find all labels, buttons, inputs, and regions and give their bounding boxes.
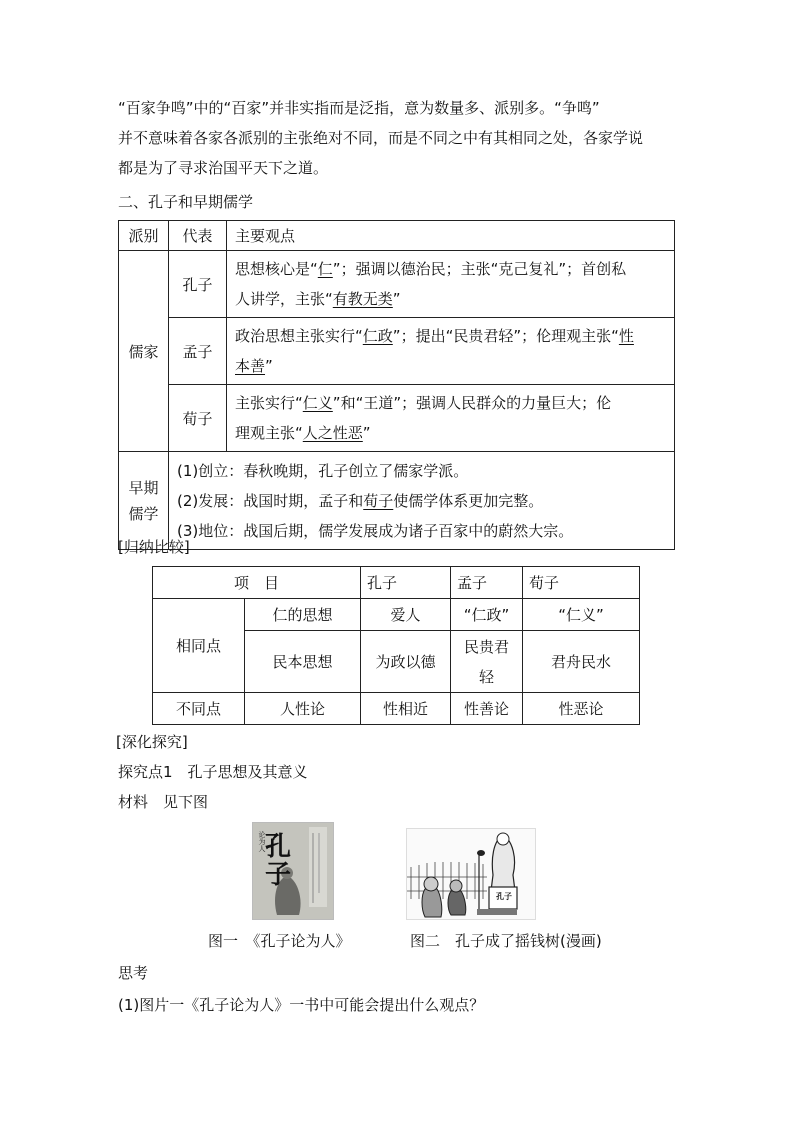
- header-item: 项 目: [153, 567, 361, 599]
- header-school: 派别: [119, 221, 169, 251]
- header-viewpoint: 主要观点: [227, 221, 675, 251]
- underline-benshan: 本善: [235, 357, 266, 375]
- summary-label: [归纳比较]: [118, 538, 190, 556]
- early-item-3: (3)地位：战国后期，儒学发展成为诸子百家中的蔚然大宗。: [177, 521, 574, 540]
- early-label: 早期 儒学: [119, 452, 169, 550]
- cartoon-sign: 孔子: [496, 892, 512, 901]
- intro-line-1: “百家争鸣”中的“百家”并非实指而是泛指，意为数量多、派别多。“争鸣”: [118, 99, 600, 117]
- underline-youjiao: 有教无类: [332, 290, 393, 308]
- header-representative: 代表: [169, 221, 227, 251]
- intro-line-2: 并不意味着各家各派别的主张绝对不同，而是不同之中有其相同之处，各家学说: [118, 129, 644, 147]
- think-label: 思考: [118, 964, 149, 982]
- rep-xunzi: 荀子: [169, 385, 227, 452]
- renxing-label: 人性论: [245, 693, 361, 725]
- figure-book-cover: [252, 822, 334, 920]
- underline-xinge: 人之性恶: [302, 424, 363, 442]
- minben-xunzi: 君舟民水: [523, 631, 640, 693]
- rep-mengzi: 孟子: [169, 318, 227, 385]
- section-heading: 二、孔子和早期儒学: [118, 193, 254, 211]
- mengzi-viewpoint: 政治思想主张实行“仁政”；提出“民贵君轻”；伦理观主张“性 本善”: [227, 318, 675, 385]
- renxing-xunzi: 性恶论: [523, 693, 640, 725]
- ren-mengzi: “仁政”: [451, 599, 523, 631]
- underline-renzheng: 仁政: [362, 327, 393, 345]
- kongzi-viewpoint: 思想核心是“仁”；强调以德治民；主张“克己复礼”；首创私 人讲学，主张“有教无类”: [227, 251, 675, 318]
- header-kongzi: 孔子: [361, 567, 451, 599]
- underline-renyi: 仁义: [302, 394, 333, 412]
- renxing-mengzi: 性善论: [451, 693, 523, 725]
- same-label: 相同点: [153, 599, 245, 693]
- underline-ren: 仁: [317, 260, 333, 278]
- cartoon-illustration: [407, 829, 535, 919]
- xunzi-viewpoint: 主张实行“仁义”和“王道”；强调人民群众的力量巨大；伦 理观主张“人之性恶”: [227, 385, 675, 452]
- early-item-1: (1)创立：春秋晚期，孔子创立了儒家学派。: [177, 461, 469, 480]
- early-item-2: (2)发展：战国时期，孟子和荀子使儒学体系更加完整。: [177, 491, 544, 510]
- early-confucianism: [169, 452, 675, 550]
- school-rujia: 儒家: [119, 251, 169, 452]
- caption-figure-1: 图一 《孔子论为人》: [208, 932, 351, 950]
- header-mengzi: 孟子: [451, 567, 523, 599]
- renxing-kongzi: 性相近: [361, 693, 451, 725]
- header-xunzi: 荀子: [523, 567, 640, 599]
- diff-label: 不同点: [153, 693, 245, 725]
- question-1: (1)图片一《孔子论为人》一书中可能会提出什么观点？: [118, 996, 485, 1014]
- material-label: 材料 见下图: [118, 793, 209, 811]
- book-side-title: 论为人: [258, 831, 266, 852]
- ren-kongzi: 爱人: [361, 599, 451, 631]
- confucianism-table: [118, 220, 675, 550]
- rep-kongzi: 孔子: [169, 251, 227, 318]
- explore-point: 探究点1 孔子思想及其意义: [118, 763, 308, 781]
- intro-line-3: 都是为了寻求治国平天下之道。: [118, 159, 329, 177]
- minben-mengzi: 民贵君 轻: [451, 631, 523, 693]
- figure-cartoon: [406, 828, 536, 920]
- comparison-table: [152, 566, 640, 725]
- ren-label: 仁的思想: [245, 599, 361, 631]
- ren-xunzi: “仁义”: [523, 599, 640, 631]
- minben-label: 民本思想: [245, 631, 361, 693]
- minben-kongzi: 为政以德: [361, 631, 451, 693]
- book-title: 孔子: [265, 832, 292, 890]
- explore-label: [深化探究]: [116, 733, 188, 751]
- caption-figure-2: 图二 孔子成了摇钱树(漫画): [410, 932, 602, 950]
